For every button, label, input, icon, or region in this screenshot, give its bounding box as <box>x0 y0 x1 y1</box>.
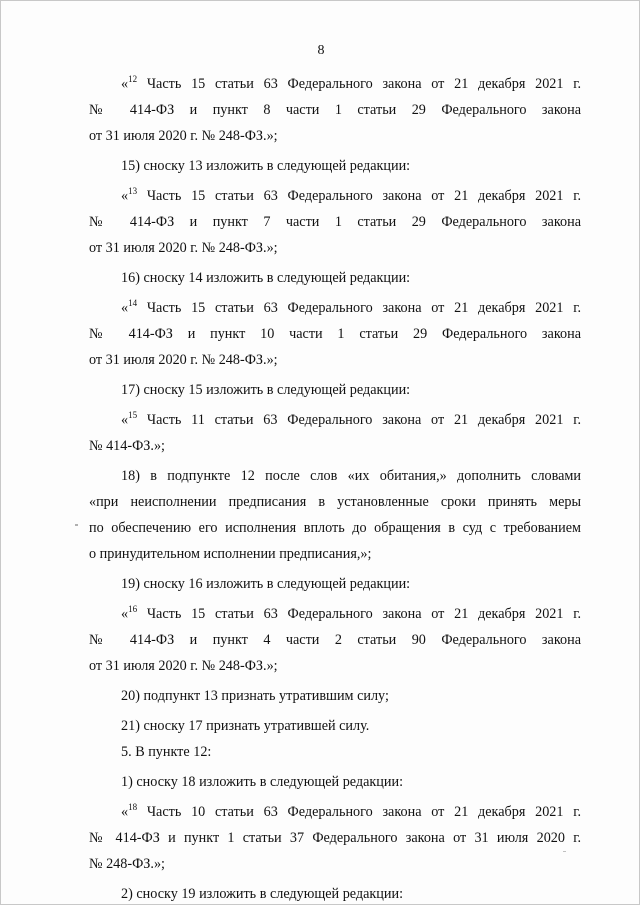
text-line <box>89 851 581 877</box>
scan-mark <box>563 851 566 852</box>
quote-mark: « <box>121 804 129 820</box>
line-text: Часть 15 статьи 63 Федерального закона от 21 декабря 2021 г. <box>137 300 581 316</box>
line-text: от 31 июля 2020 г. № 248-ФЗ.»; <box>89 240 278 256</box>
line-text: № 414-ФЗ и пункт 10 части 1 статьи 29 Федерального закона <box>89 326 581 342</box>
line-text: по обеспечению его исполнения вплоть до обращения в суд с требованием <box>89 520 581 536</box>
line-text: 1) сноску 18 изложить в следующей редакции: <box>121 774 404 790</box>
text-line <box>89 265 581 291</box>
line-text: № 248-ФЗ.»; <box>89 856 165 872</box>
text-line <box>89 433 581 459</box>
footnote-number: 18 <box>128 802 138 812</box>
quote-mark: « <box>121 606 129 622</box>
text-line <box>89 713 581 739</box>
text-line <box>89 769 581 795</box>
document-body <box>89 71 581 907</box>
line-text: № 414-ФЗ и пункт 4 части 2 статьи 90 Федерального закона <box>89 632 581 648</box>
quote-mark: « <box>121 188 129 204</box>
text-line <box>89 295 581 321</box>
line-text: Часть 15 статьи 63 Федерального закона от 21 декабря 2021 г. <box>137 188 581 204</box>
line-text: 19) сноску 16 изложить в следующей редакции: <box>121 576 411 592</box>
text-line <box>89 347 581 373</box>
text-line <box>89 489 581 515</box>
line-text: № 414-ФЗ и пункт 7 части 1 статьи 29 Федерального закона <box>89 214 581 230</box>
text-line <box>89 627 581 653</box>
line-text: от 31 июля 2020 г. № 248-ФЗ.»; <box>89 658 278 674</box>
text-line <box>89 321 581 347</box>
text-line <box>89 653 581 679</box>
text-line <box>89 601 581 627</box>
text-line <box>89 571 581 597</box>
line-text: 18) в подпункте 12 после слов «их обитания,» дополнить словами <box>121 468 581 484</box>
text-line <box>89 377 581 403</box>
text-line <box>89 407 581 433</box>
line-text: «при неисполнении предписания в установленные сроки принять меры <box>89 494 581 510</box>
text-line <box>89 739 581 765</box>
text-line <box>89 541 581 567</box>
quote-mark: « <box>121 412 129 428</box>
text-line <box>89 235 581 261</box>
line-text: 17) сноску 15 изложить в следующей редакции: <box>121 382 411 398</box>
quote-mark: « <box>121 76 129 92</box>
line-text: о принудительном исполнении предписания,»; <box>89 546 372 562</box>
quote-mark: « <box>121 300 129 316</box>
text-line <box>89 209 581 235</box>
line-text: № 414-ФЗ.»; <box>89 438 165 454</box>
line-text: Часть 10 статьи 63 Федерального закона от 21 декабря 2021 г. <box>137 804 581 820</box>
line-text: 15) сноску 13 изложить в следующей редакции: <box>121 158 411 174</box>
footnote-number: 15 <box>128 410 138 420</box>
text-line <box>89 463 581 489</box>
text-line <box>89 683 581 709</box>
line-text: № 414-ФЗ и пункт 8 части 1 статьи 29 Федерального закона <box>89 102 581 118</box>
line-text: Часть 11 статьи 63 Федерального закона от 21 декабря 2021 г. <box>137 412 581 428</box>
line-text: Часть 15 статьи 63 Федерального закона от 21 декабря 2021 г. <box>137 76 581 92</box>
line-text: 16) сноску 14 изложить в следующей редакции: <box>121 270 411 286</box>
line-text: 5. В пункте 12: <box>121 744 212 760</box>
text-line <box>89 123 581 149</box>
footnote-number: 14 <box>128 298 138 308</box>
footnote-number: 13 <box>128 186 138 196</box>
text-line <box>89 515 581 541</box>
text-line <box>89 153 581 179</box>
footnote-number: 16 <box>128 604 138 614</box>
line-text: 21) сноску 17 признать утратившей силу. <box>121 718 370 734</box>
page-number: 8 <box>317 43 325 58</box>
text-line <box>89 183 581 209</box>
scan-mark <box>75 524 78 526</box>
line-text: от 31 июля 2020 г. № 248-ФЗ.»; <box>89 352 278 368</box>
text-line <box>89 71 581 97</box>
text-line <box>89 825 581 851</box>
line-text: № 414-ФЗ и пункт 1 статьи 37 Федерального закона от 31 июля 2020 г. <box>89 830 581 846</box>
line-text: от 31 июля 2020 г. № 248-ФЗ.»; <box>89 128 278 144</box>
line-text: Часть 15 статьи 63 Федерального закона от 21 декабря 2021 г. <box>137 606 581 622</box>
text-line <box>89 881 581 907</box>
text-line <box>89 799 581 825</box>
line-text: 2) сноску 19 изложить в следующей редакции: <box>121 886 404 902</box>
footnote-number: 12 <box>128 74 138 84</box>
line-text: 20) подпункт 13 признать утратившим силу; <box>121 688 389 704</box>
text-line <box>89 97 581 123</box>
